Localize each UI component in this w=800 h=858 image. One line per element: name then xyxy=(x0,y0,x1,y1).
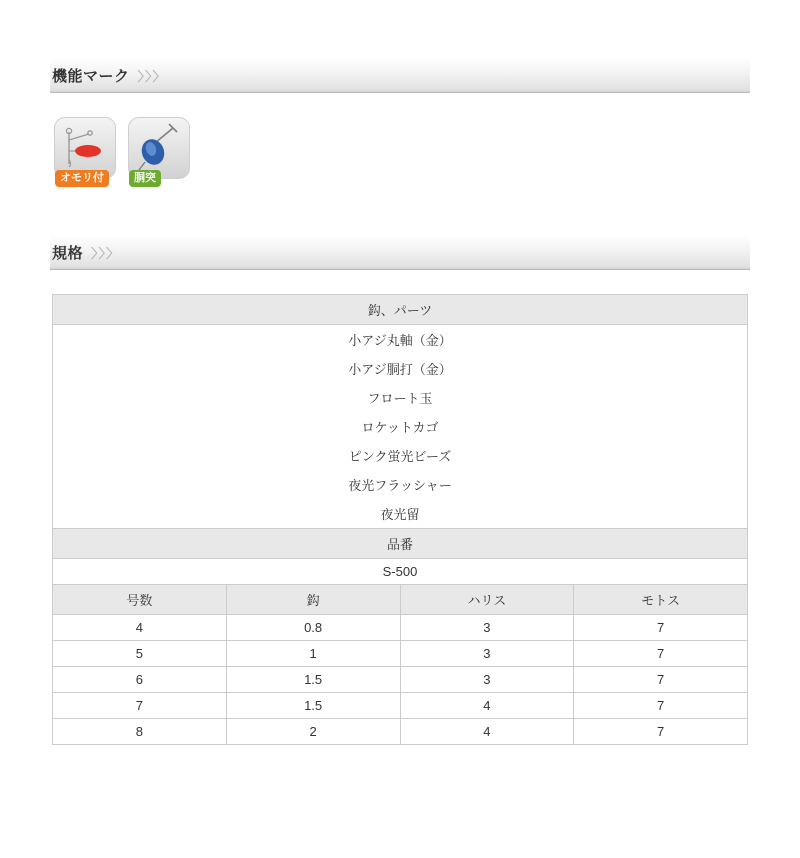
cell-harisu: 4 xyxy=(400,719,574,745)
cell-motosu: 7 xyxy=(574,641,748,667)
parts-row-cell: 夜光フラッシャー xyxy=(53,470,748,499)
spec-section-header xyxy=(50,235,750,270)
feature-mark-caption: オモリ付 xyxy=(55,170,109,187)
table-row xyxy=(53,529,748,559)
table-row xyxy=(53,412,748,441)
table-row xyxy=(53,641,748,667)
cell-harisu: 3 xyxy=(400,641,574,667)
chevron-right-icon: 〉〉〉 xyxy=(137,68,167,84)
parts-row-cell: 夜光留 xyxy=(53,499,748,529)
model-header-cell: 品番 xyxy=(53,529,748,559)
cell-harisu: 3 xyxy=(400,615,574,641)
table-row xyxy=(53,615,748,641)
spec-table xyxy=(52,294,748,745)
cell-hook: 2 xyxy=(226,719,400,745)
table-row xyxy=(53,441,748,470)
column-header-cell: ハリス xyxy=(400,585,574,615)
parts-row-cell: ロケットカゴ xyxy=(53,412,748,441)
table-row xyxy=(53,470,748,499)
table-row xyxy=(53,325,748,355)
cell-motosu: 7 xyxy=(574,719,748,745)
cell-hook: 0.8 xyxy=(226,615,400,641)
cell-size: 4 xyxy=(53,615,227,641)
cell-motosu: 7 xyxy=(574,693,748,719)
table-row xyxy=(53,295,748,325)
cell-hook: 1 xyxy=(226,641,400,667)
table-row xyxy=(53,499,748,529)
product-spec-page xyxy=(0,58,800,858)
cell-size: 6 xyxy=(53,667,227,693)
cell-size: 8 xyxy=(53,719,227,745)
feature-section-header xyxy=(50,58,750,93)
column-header-cell: 号数 xyxy=(53,585,227,615)
table-row xyxy=(53,559,748,585)
spec-table-container xyxy=(50,294,750,745)
column-header-cell: 鈎 xyxy=(226,585,400,615)
table-row xyxy=(53,693,748,719)
parts-row-cell: ピンク蛍光ビーズ xyxy=(53,441,748,470)
table-row xyxy=(53,667,748,693)
table-row xyxy=(53,354,748,383)
cell-hook: 1.5 xyxy=(226,667,400,693)
cell-hook: 1.5 xyxy=(226,693,400,719)
cell-harisu: 3 xyxy=(400,667,574,693)
feature-section-title: 機能マーク xyxy=(52,67,130,85)
cell-motosu: 7 xyxy=(574,667,748,693)
feature-mark-item xyxy=(54,117,116,189)
column-header-cell: モトス xyxy=(574,585,748,615)
feature-marks-list xyxy=(50,93,750,211)
parts-row-cell: 小アジ丸軸（金） xyxy=(53,325,748,355)
cell-harisu: 4 xyxy=(400,693,574,719)
cell-motosu: 7 xyxy=(574,615,748,641)
table-row xyxy=(53,719,748,745)
chevron-right-icon: 〉〉〉 xyxy=(91,245,121,261)
table-header-row xyxy=(53,585,748,615)
parts-row-cell: 小アジ胴打（金） xyxy=(53,354,748,383)
feature-mark-item xyxy=(128,117,190,189)
parts-header-cell: 鈎、パーツ xyxy=(53,295,748,325)
spec-section-title: 規格 xyxy=(52,244,84,262)
model-value-cell: S-500 xyxy=(53,559,748,585)
cell-size: 5 xyxy=(53,641,227,667)
parts-row-cell: フロート玉 xyxy=(53,383,748,412)
cell-size: 7 xyxy=(53,693,227,719)
feature-mark-caption: 胴突 xyxy=(129,170,161,187)
table-row xyxy=(53,383,748,412)
